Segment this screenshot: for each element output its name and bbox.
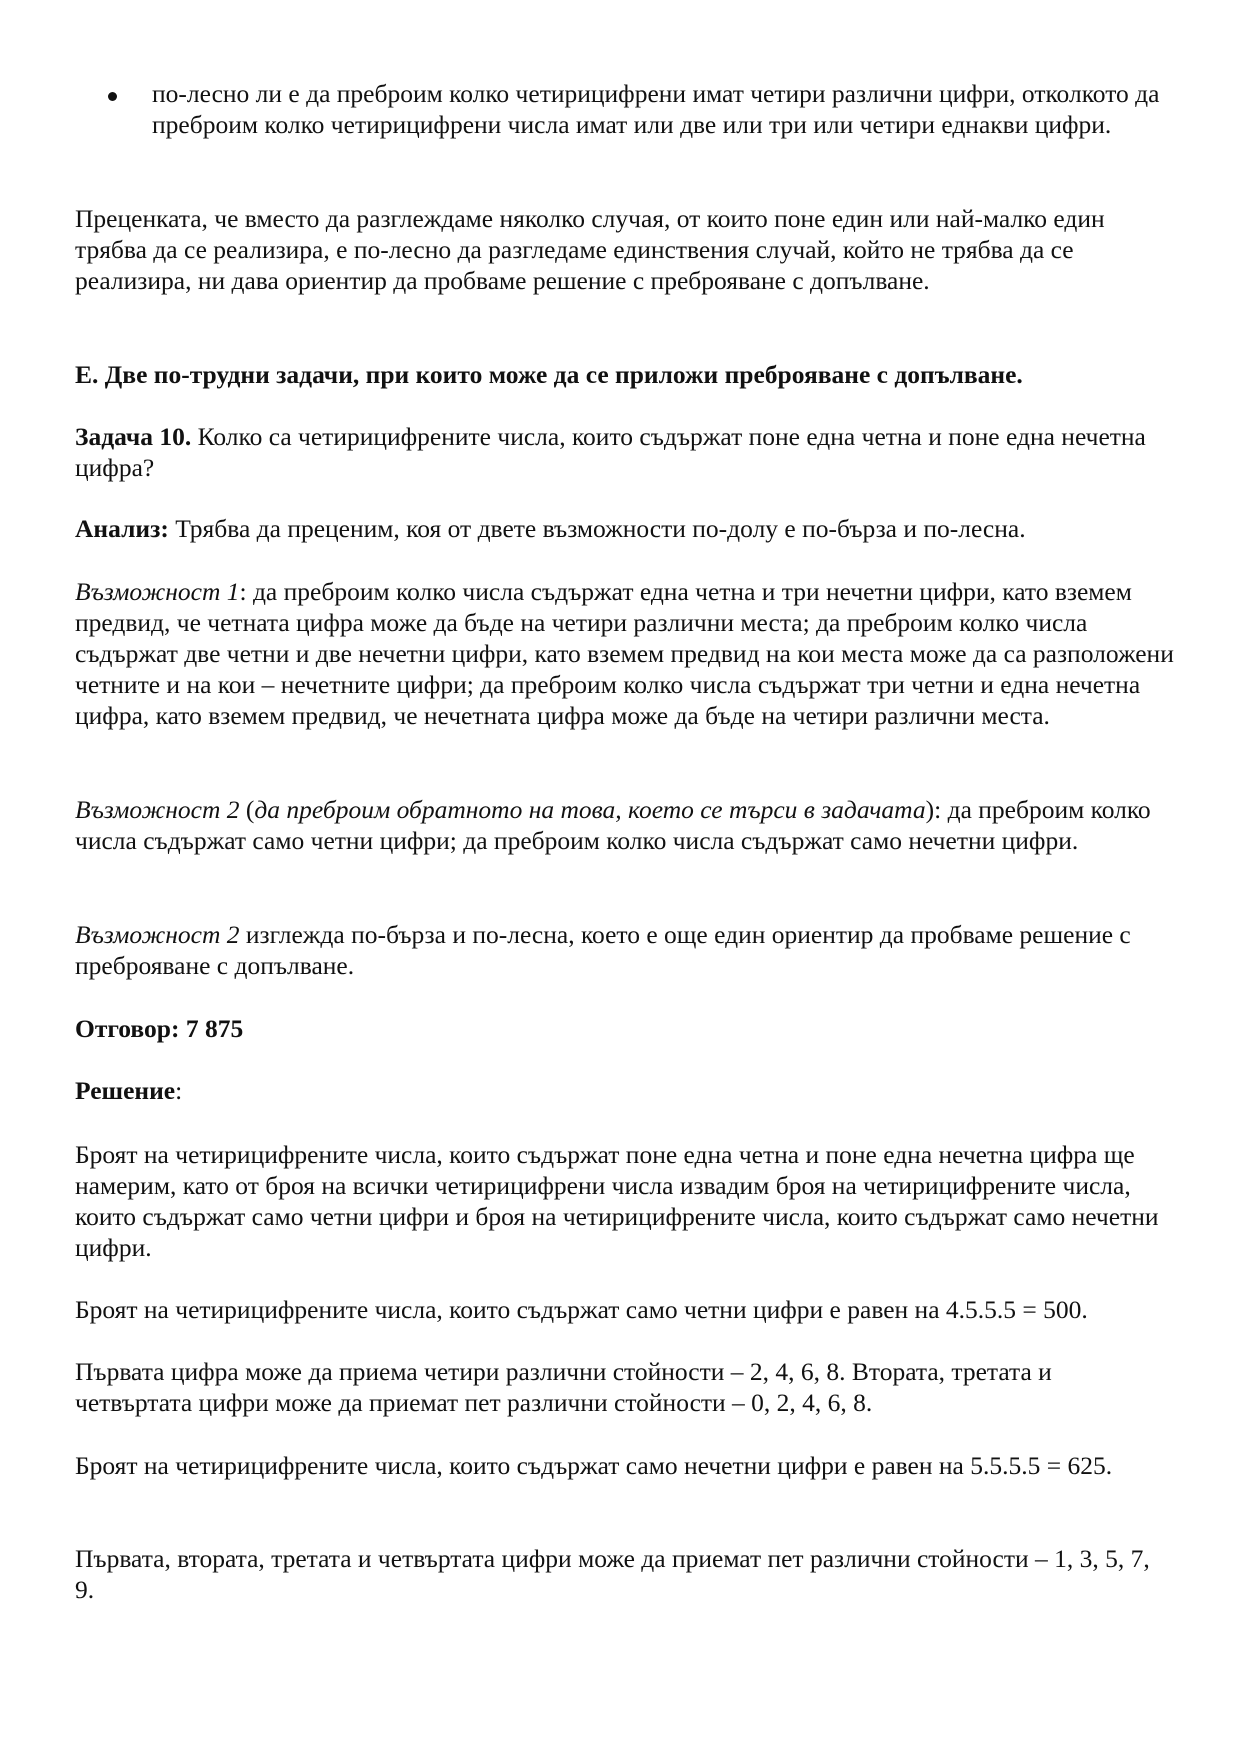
option-2-label: Възможност 2 [75,795,240,824]
option-1-text: : да преброим колко числа съдържат една четна и три нечетни цифри, като вземем предвид, че четната цифра може да бъде на четири различни места; да преброим колко числа съдържат две четни и две нечетни цифри, като вземем предвид на кои места може да са разположени четните и на кои – нечетните цифри; да преброим колко числа съдържат три четни и една нечетна цифра, като вземем предвид, че нечетната цифра може да бъде на четири различни места. [75,577,1174,730]
solution-paragraph-2: Броят на четирицифрените числа, които съдържат само четни цифри е равен на 4.5.5.5 = 500. [75,1295,1088,1324]
option-1-paragraph [75,576,1175,731]
solution-paragraph-5: Първата, втората, третата и четвъртата цифри може да приемат пет различни стойности – 1, 3, 5, 7, 9. [75,1544,1150,1604]
bullet-dot-icon [108,92,117,101]
section-heading: Е. Две по-трудни задачи, при които може да се приложи преброяване с допълване. [75,360,1023,389]
analysis-text: Трябва да преценим, коя от двете възможности по-долу е по-бърза и по-лесна. [168,514,1026,543]
paragraph-estimate: Преценката, че вместо да разглеждаме няколко случая, от които поне един или най-малко един трябва да се реализира, е по-лесно да разгледаме единствения случай, който не трябва да се реализира, ни дава ориентир да пробваме решение с преброяване с допълване. [75,204,1105,295]
option-2-paragraph [75,794,1175,856]
solution-paragraph-4: Броят на четирицифрените числа, които съдържат само нечетни цифри е равен на 5.5.5.5 = 625. [75,1451,1113,1480]
analysis-paragraph [75,513,1175,544]
option-2-text: ): да преброим колко числа съдържат само четни цифри; да преброим колко числа съдържат само нечетни цифри. [75,795,1151,855]
analysis-label: Анализ: [75,514,169,543]
bullet-item [108,78,1168,140]
option-2-note-label: Възможност 2 [75,920,240,949]
answer-line: Отговор: 7 875 [75,1014,244,1043]
option-2-paren-italic: да преброим обратното на това, което се търси в задачата [254,795,926,824]
task-10 [75,421,1175,483]
option-2-note-text: изглежда по-бърза и по-лесна, което е още един ориентир да пробваме решение с преброяване с допълване. [75,920,1131,980]
task-label: Задача 10. [75,422,192,451]
option-1-label: Възможност 1 [75,577,240,606]
solution-label: Решение [75,1076,176,1105]
solution-paragraph-3: Първата цифра може да приема четири различни стойности – 2, 4, 6, 8. Втората, третата и четвъртата цифри може да приемат пет различни стойности – 0, 2, 4, 6, 8. [75,1357,1052,1417]
solution-heading [75,1075,1175,1106]
solution-paragraph-1: Броят на четирицифрените числа, които съдържат поне една четна и поне една нечетна цифра ще намерим, като от броя на всички четирицифрени числа извадим броя на четирицифрените числа, които съдържат само четни цифри и броя на четирицифрените числа, които съдържат само нечетни цифри. [75,1140,1159,1262]
option-2-paren-open: ( [239,795,255,824]
option-2-note-paragraph [75,919,1175,981]
bullet-text: по-лесно ли е да преброим колко четирицифрени имат четири различни цифри, отколкото да преброим колко четирицифрени числа имат или две или три или четири еднакви цифри. [152,79,1160,139]
solution-colon: : [175,1076,183,1105]
task-text: Колко са четирицифрените числа, които съдържат поне една четна и поне една нечетна цифра? [75,422,1146,482]
